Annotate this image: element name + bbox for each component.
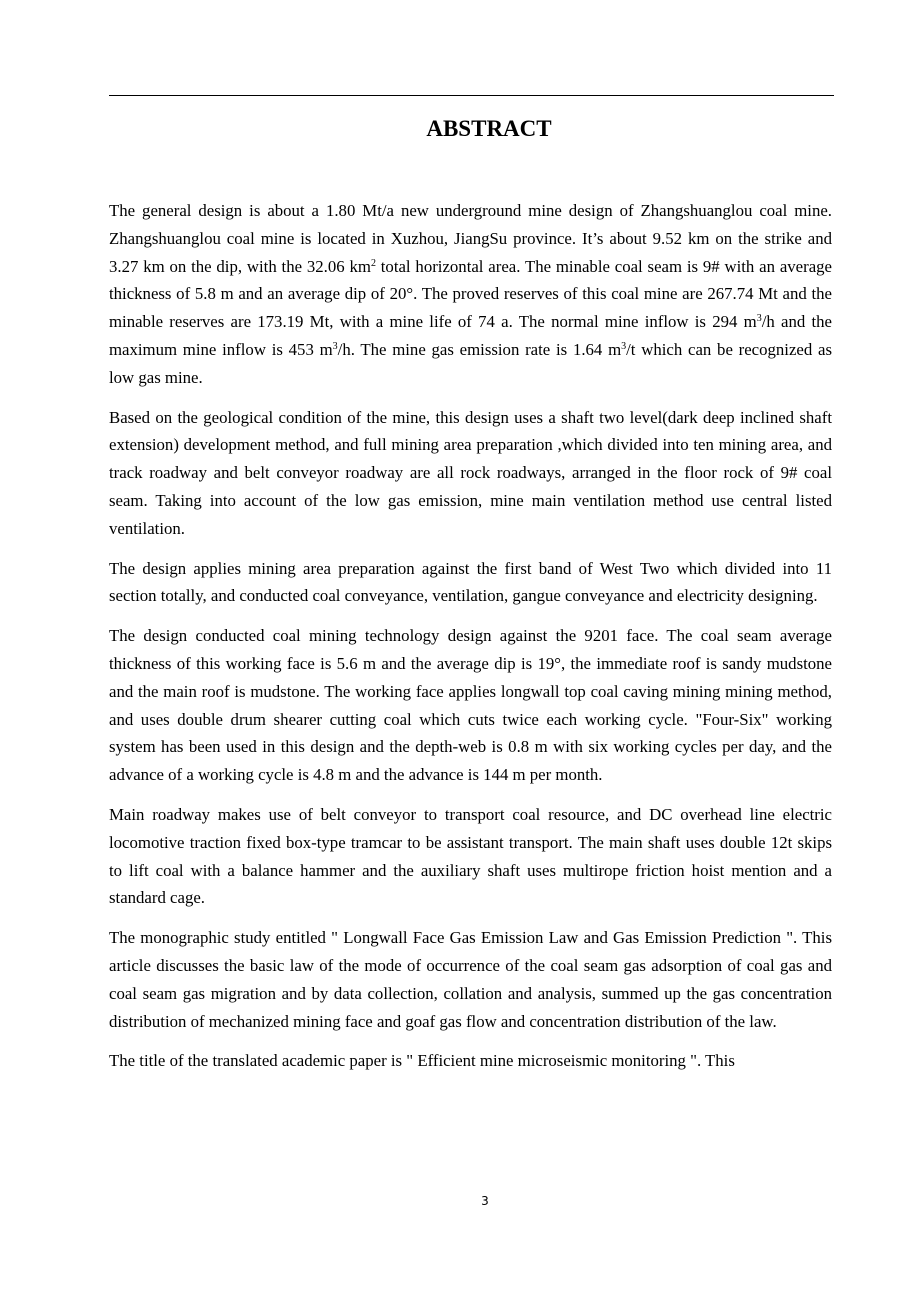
- paragraph-text: /h and the maximum mine inflow is 453 m: [109, 312, 832, 359]
- paragraph-text: total horizontal area. The minable coal seam is 9# with an average thickness of 5.8 m and an average dip of 20°. The proved reserves of this coal mine are 267.74 Mt and the minable reserves are 173.19 Mt, with a mine life of 74 a. The normal mine inflow is 294 m: [109, 256, 832, 332]
- page-title: ABSTRACT: [426, 116, 552, 141]
- abstract-paragraph: [109, 801, 832, 912]
- abstract-body: [109, 197, 832, 1087]
- abstract-paragraph: [109, 924, 832, 1035]
- paragraph-text: The monographic study entitled " Longwall Face Gas Emission Law and Gas Emission Prediction ". This article discusses the basic law of the mode of occurrence of the coal seam gas adsorption of coal gas and coal seam gas migration and by data collection, collation and analysis, summed up the gas concentration distribution of mechanized mining face and goaf gas flow and concentration distribution of the law.: [109, 928, 832, 1031]
- paragraph-text: /h. The mine gas emission rate is 1.64 m: [337, 339, 622, 359]
- paragraph-text: The design applies mining area preparation against the first band of West Two which divided into 11 section totally, and conducted coal conveyance, ventilation, gangue conveyance and electricity designing.: [109, 558, 832, 606]
- paragraph-text: The design conducted coal mining technology design against the 9201 face. The coal seam average thickness of this working face is 5.6 m and the average dip is 19°, the immediate roof is sandy mudstone and the main roof is mudstone. The working face applies longwall top coal caving mining mining method, and uses double drum shearer cutting coal which cuts twice each working cycle. "Four-Six" working system has been used in this design and the depth-web is 0.8 m with six working cycles per day, and the advance of a working cycle is 4.8 m and the advance is 144 m per month.: [109, 626, 832, 785]
- header-rule: [109, 95, 834, 96]
- page-number: 3: [481, 1194, 489, 1208]
- paragraph-text: Based on the geological condition of the mine, this design uses a shaft two level(dark deep inclined shaft extension) development method, and full mining area preparation ,which divided into ten mining area, and track roadway and belt conveyor roadway are all rock roadways, arranged in the floor rock of 9# coal seam. Taking into account of the low gas emission, mine main ventilation method use central listed ventilation.: [109, 407, 832, 538]
- abstract-paragraph: [109, 555, 832, 611]
- superscript: 3: [621, 340, 627, 352]
- paragraph-text: The general design is about a 1.80 Mt/a new underground mine design of Zhangshuanglou coal mine. Zhangshuanglou coal mine is located in Xuzhou, JiangSu province. It’s about 9.52 km on the strike and 3.27 km on the dip, with the 32.06 km: [109, 201, 832, 276]
- superscript: 3: [756, 313, 762, 325]
- superscript: 2: [370, 257, 376, 269]
- paragraph-text: The title of the translated academic paper is " Efficient mine microseismic monitoring ". This: [109, 1051, 735, 1071]
- paragraph-text: /t which can be recognized as low gas mine.: [109, 339, 832, 387]
- abstract-paragraph: [109, 622, 832, 789]
- abstract-paragraph: [109, 1047, 832, 1075]
- abstract-paragraph: [109, 197, 832, 392]
- superscript: 3: [332, 340, 338, 352]
- paragraph-text: Main roadway makes use of belt conveyor to transport coal resource, and DC overhead line electric locomotive traction fixed box-type tramcar to be assistant transport. The main shaft uses double 12t skips to lift coal with a balance hammer and the auxiliary shaft uses multirope friction hoist mention and a standard cage.: [109, 804, 832, 908]
- abstract-paragraph: [109, 404, 832, 543]
